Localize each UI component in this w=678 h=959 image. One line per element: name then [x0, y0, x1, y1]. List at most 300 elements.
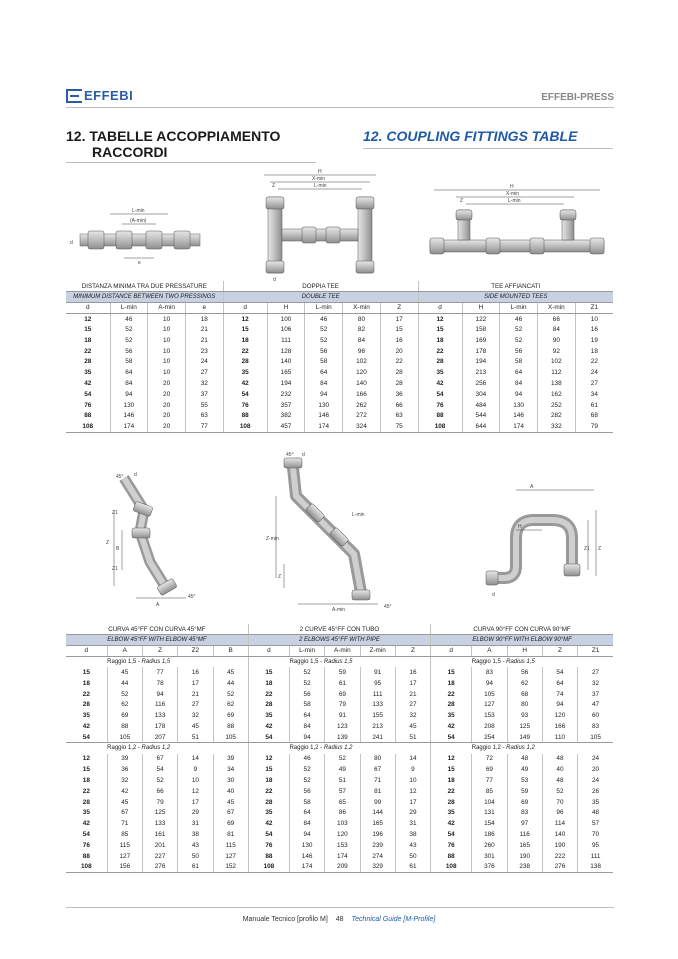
table-cell: 94 [289, 829, 324, 840]
table-cell: 130 [289, 840, 324, 851]
table-cell: 10 [148, 346, 186, 357]
table-cell: 165 [360, 818, 395, 829]
title-underline [66, 162, 316, 163]
table-cell: 81 [360, 786, 395, 797]
section-subtitle: 2 ELBOWS 45°FF WITH PIPE [248, 635, 430, 646]
table-cell: 24 [185, 357, 223, 368]
page-number: 48 [335, 916, 344, 923]
table-cell: 56 [500, 346, 538, 357]
table-row [66, 378, 613, 389]
table-cell: 42 [82, 723, 90, 731]
table-cell: 84 [289, 721, 324, 732]
table-cell: 22 [248, 689, 289, 700]
table-cell: 28 [82, 798, 90, 806]
table-cell: 254 [472, 732, 507, 743]
table-cell: 84 [305, 378, 343, 389]
table-row [66, 851, 613, 862]
table-cell: 62 [507, 678, 542, 689]
table-row [66, 797, 613, 808]
table-cell: 133 [142, 710, 177, 721]
table-cell: 232 [267, 389, 305, 400]
table-cell: 207 [142, 732, 177, 743]
label-deg45: 45° [384, 604, 392, 610]
section-title: 2 CURVE 45°FF CON TUBO [248, 624, 430, 635]
footer-divider [66, 907, 614, 908]
table-cell: 27 [185, 367, 223, 378]
table-cell: 10 [575, 313, 613, 324]
table-cell: 52 [325, 754, 360, 765]
table-cell: 125 [142, 808, 177, 819]
radius-label [248, 743, 289, 754]
table-cell: 56 [507, 667, 542, 678]
table-cell: 304 [462, 389, 500, 400]
label-deg45: 45° [188, 594, 196, 600]
table-cell: 22 [431, 689, 472, 700]
table-cell: 140 [343, 378, 381, 389]
table-cell: 208 [472, 721, 507, 732]
table-cell: 17 [178, 678, 213, 689]
radius-label-it: Raggio 1,5 - [471, 659, 507, 666]
table-cell: 22 [248, 786, 289, 797]
table-cell: 34 [575, 389, 613, 400]
table-cell: 96 [542, 808, 577, 819]
table-cell: 54 [82, 831, 90, 839]
table-cell: 120 [343, 367, 381, 378]
table-cell: 21 [185, 335, 223, 346]
table-cell: 162 [537, 389, 575, 400]
label-z1: Z1 [112, 566, 118, 572]
table-cell: 96 [343, 346, 381, 357]
table-cell: 32 [578, 678, 613, 689]
table-cell: 47 [578, 700, 613, 711]
logo-text: EFFEBI [84, 88, 134, 103]
table-cell: 43 [178, 840, 213, 851]
table-cell: 51 [325, 775, 360, 786]
table-cell: 17 [178, 797, 213, 808]
table-cell: 62 [213, 700, 248, 711]
radius-label [248, 656, 289, 667]
table-cell: 174 [110, 421, 148, 432]
table-cell: 20 [148, 411, 186, 422]
table-cell: 45 [178, 721, 213, 732]
section-subtitle: DOUBLE TEE [223, 292, 418, 303]
table-cell: 213 [462, 367, 500, 378]
table-cell: 100 [267, 313, 305, 324]
label-b: B [116, 546, 120, 552]
table-cell: 227 [142, 851, 177, 862]
table-cell: 56 [289, 786, 324, 797]
table-cell: 42 [431, 721, 472, 732]
title-it-line1: 12. TABELLE ACCOPPIAMENTO [66, 128, 281, 144]
table-cell: 76 [84, 401, 92, 409]
label-z1: Z1 [584, 546, 590, 552]
table-cell: 36 [107, 764, 142, 775]
table-cell: 28 [248, 700, 289, 711]
table-cell: 15 [84, 326, 92, 334]
table-cell: 209 [325, 862, 360, 873]
table-cell: 61 [395, 862, 430, 873]
table-cell: 64 [110, 367, 148, 378]
table-cell: 15 [248, 764, 289, 775]
column-header: H [267, 303, 305, 314]
table-cell: 32 [178, 710, 213, 721]
table-row [66, 840, 613, 851]
table-cell: 51 [395, 732, 430, 743]
table-cell: 45 [107, 667, 142, 678]
table-cell: 49 [507, 764, 542, 775]
table-cell: 74 [542, 689, 577, 700]
table-cell: 37 [578, 689, 613, 700]
table-cell: 77 [185, 421, 223, 432]
table-cell: 50 [178, 851, 213, 862]
table-cell: 174 [289, 862, 324, 873]
table-cell: 27 [575, 378, 613, 389]
table-cell: 28 [84, 358, 92, 366]
table-cell: 276 [542, 862, 577, 873]
table-cell: 133 [142, 818, 177, 829]
table-cell: 35 [84, 369, 92, 377]
table-cell: 35 [248, 808, 289, 819]
table-cell: 56 [305, 346, 343, 357]
table-cell: 42 [82, 820, 90, 828]
section-subtitle: ELBOW 45°FF WITH ELBOW 45°MF [66, 635, 248, 646]
table-cell: 125 [507, 721, 542, 732]
table-cell: 146 [305, 411, 343, 422]
table-cell: 51 [178, 732, 213, 743]
table-cell: 18 [84, 336, 92, 344]
table-cell: 45 [107, 797, 142, 808]
table-cell: 42 [84, 380, 92, 388]
table-cell: 166 [542, 721, 577, 732]
label-d: d [134, 472, 137, 478]
table-row [66, 324, 613, 335]
section-title: DOPPIA TEE [223, 281, 418, 292]
radius-label [66, 656, 107, 667]
table-cell: 45 [395, 721, 430, 732]
table-cell: 28 [223, 357, 267, 368]
column-header-row [66, 303, 613, 314]
table-cell: 21 [185, 324, 223, 335]
table-cell: 52 [142, 775, 177, 786]
table-cell: 23 [185, 346, 223, 357]
table-cell: 49 [325, 764, 360, 775]
table-cell: 18 [82, 777, 90, 785]
table-cell: 91 [360, 667, 395, 678]
footer-manual-it: Manuale Tecnico [profilo M] [242, 916, 328, 923]
table-cell: 36 [380, 389, 418, 400]
table-cell: 69 [507, 797, 542, 808]
label-xmin: X-min [312, 176, 326, 182]
table-cell: 22 [380, 357, 418, 368]
table-cell: 15 [248, 667, 289, 678]
column-header: A [107, 646, 142, 657]
table-cell: 194 [267, 378, 305, 389]
column-header-row [66, 646, 613, 657]
radius-label-it: Raggio 1,2 - [107, 745, 142, 752]
table-cell: 93 [507, 710, 542, 721]
table-cell: 133 [360, 700, 395, 711]
label-a: A [530, 484, 534, 490]
table-cell: 48 [507, 754, 542, 765]
table-cell: 28 [82, 701, 90, 709]
table-cell: 169 [462, 335, 500, 346]
radius-label [431, 743, 472, 754]
table-cell: 22 [418, 346, 462, 357]
table-cell: 16 [380, 335, 418, 346]
table-cell: 71 [107, 818, 142, 829]
table-cell: 178 [142, 721, 177, 732]
table-cell: 52 [289, 775, 324, 786]
table-cell: 161 [142, 829, 177, 840]
table-cell: 46 [110, 313, 148, 324]
table-cell: 64 [500, 367, 538, 378]
section-subtitle: SIDE MOUNTED TEES [418, 292, 613, 303]
table-cell: 66 [142, 786, 177, 797]
table-cell: 32 [185, 378, 223, 389]
table-cell: 105 [578, 732, 613, 743]
table-cell: 88 [82, 852, 90, 860]
table-cell: 12 [431, 754, 472, 765]
table-cell: 67 [360, 764, 395, 775]
table-cell: 139 [325, 732, 360, 743]
table-cell: 39 [213, 754, 248, 765]
table-cell: 22 [223, 346, 267, 357]
table-cell: 644 [462, 421, 500, 432]
table-cell: 154 [472, 818, 507, 829]
table-cell: 108 [66, 862, 107, 873]
table-cell: 54 [248, 732, 289, 743]
table-row [66, 818, 613, 829]
table-cell: 276 [142, 862, 177, 873]
table-row [66, 421, 613, 432]
table-cell: 127 [213, 851, 248, 862]
table-cell: 35 [248, 710, 289, 721]
table-cell: 146 [500, 411, 538, 422]
table-cell: 69 [213, 818, 248, 829]
table-cell: 22 [431, 786, 472, 797]
table-cell: 58 [110, 357, 148, 368]
table-cell: 61 [575, 400, 613, 411]
table-cell: 52 [500, 335, 538, 346]
table-cell: 75 [380, 421, 418, 432]
column-header: A-min [148, 303, 186, 314]
table-cell: 76 [431, 840, 472, 851]
table-cell: 77 [142, 667, 177, 678]
table-cell: 54 [223, 389, 267, 400]
table-cell: 70 [578, 829, 613, 840]
table-cell: 26 [578, 786, 613, 797]
table-cell: 54 [248, 829, 289, 840]
table-cell: 68 [575, 411, 613, 422]
table-cell: 35 [223, 367, 267, 378]
table-cell: 81 [213, 829, 248, 840]
table-cell: 153 [472, 710, 507, 721]
table-cell: 106 [267, 324, 305, 335]
table-cell: 77 [472, 775, 507, 786]
table-cell: 54 [418, 389, 462, 400]
table-cell: 152 [213, 862, 248, 873]
table-row [66, 313, 613, 324]
table-cell: 31 [395, 818, 430, 829]
table-cell: 48 [578, 808, 613, 819]
table-cell: 30 [213, 775, 248, 786]
label-amin: A-min [332, 607, 346, 613]
table-cell: 102 [343, 357, 381, 368]
table-cell: 29 [178, 808, 213, 819]
table-cell: 239 [360, 840, 395, 851]
table-cell: 84 [289, 818, 324, 829]
column-header: L-min [289, 646, 324, 657]
column-header: Z [142, 646, 177, 657]
radius-label [107, 656, 248, 667]
radius-label [472, 743, 613, 754]
table-cell: 67 [107, 808, 142, 819]
table-cell: 54 [431, 732, 472, 743]
table-cell: 94 [142, 689, 177, 700]
column-header: L-min [305, 303, 343, 314]
table-cell: 108 [431, 862, 472, 873]
table-cell: 83 [578, 721, 613, 732]
table-cell: 27 [178, 700, 213, 711]
table-cell: 329 [360, 862, 395, 873]
table-cell: 61 [325, 678, 360, 689]
table-cell: 18 [431, 678, 472, 689]
table-cell: 19 [575, 335, 613, 346]
table-cell: 53 [507, 775, 542, 786]
elbow45-elbow45-diagram [96, 470, 206, 610]
table-cell: 140 [542, 829, 577, 840]
table-cell: 32 [107, 775, 142, 786]
table-cell: 174 [325, 851, 360, 862]
table-cell: 103 [325, 818, 360, 829]
table-cell: 44 [213, 678, 248, 689]
table-cell: 69 [107, 710, 142, 721]
table-cell: 131 [472, 808, 507, 819]
table-cell: 45 [213, 667, 248, 678]
table-cell: 69 [213, 710, 248, 721]
table-cell: 28 [380, 367, 418, 378]
table-cell: 88 [223, 411, 267, 422]
table-cell: 57 [578, 818, 613, 829]
column-header: L-min [110, 303, 148, 314]
table-cell: 80 [360, 754, 395, 765]
table-cell: 12 [223, 313, 267, 324]
column-header: Z1 [578, 646, 613, 657]
table-cell: 28 [248, 797, 289, 808]
table-cell: 127 [107, 851, 142, 862]
table-cell: 332 [537, 421, 575, 432]
table-cell: 84 [343, 335, 381, 346]
table-cell: 83 [472, 667, 507, 678]
table-cell: 130 [500, 400, 538, 411]
table-cell: 10 [148, 335, 186, 346]
table-row [66, 335, 613, 346]
table-cell: 56 [289, 689, 324, 700]
table-cell: 64 [542, 678, 577, 689]
table-cell: 58 [289, 700, 324, 711]
table-cell: 92 [537, 346, 575, 357]
table-cell: 21 [395, 689, 430, 700]
table-cell: 201 [142, 840, 177, 851]
table-cell: 544 [462, 411, 500, 422]
label-zmin: Z-min [266, 536, 279, 542]
table-cell: 20 [578, 764, 613, 775]
table-cell: 144 [360, 808, 395, 819]
column-header: H [462, 303, 500, 314]
table-cell: 46 [289, 754, 324, 765]
table-cell: 76 [223, 400, 267, 411]
radius-label-en: Radius 1,5 [141, 659, 171, 666]
label-a: A [156, 602, 160, 608]
table-cell: 174 [500, 421, 538, 432]
label-lmin: L-min [352, 512, 365, 518]
effebi-logo [66, 88, 133, 103]
table-cell: 97 [507, 818, 542, 829]
column-header: B [213, 646, 248, 657]
radius-label-it: Raggio 1,5 - [289, 659, 324, 666]
radius-label-it: Raggio 1,2 - [289, 745, 324, 752]
table-cell: 20 [148, 421, 186, 432]
label-xmin: X-min [506, 191, 520, 197]
label-z: Z [272, 183, 276, 189]
column-header: d [248, 646, 289, 657]
table-cell: 52 [110, 335, 148, 346]
table-cell: 42 [431, 818, 472, 829]
table-cell: 85 [472, 786, 507, 797]
table-cell: 22 [82, 787, 90, 795]
table-cell: 213 [360, 721, 395, 732]
table-cell: 18 [418, 335, 462, 346]
table-cell: 10 [148, 313, 186, 324]
table-row [66, 400, 613, 411]
table-row [66, 721, 613, 732]
table-cell: 165 [507, 840, 542, 851]
table-cell: 76 [418, 400, 462, 411]
label-z: Z [278, 574, 282, 580]
table-cell: 196 [360, 829, 395, 840]
table-cell: 130 [110, 400, 148, 411]
table-cell: 166 [343, 389, 381, 400]
effebi-logo-icon [66, 89, 82, 103]
column-header: X-min [537, 303, 575, 314]
table-cell: 64 [305, 367, 343, 378]
table-cell: 153 [325, 840, 360, 851]
table-cell: 16 [575, 324, 613, 335]
table-cell: 28 [431, 700, 472, 711]
table-cell: 252 [537, 400, 575, 411]
table-cell: 69 [472, 764, 507, 775]
table-cell: 46 [305, 313, 343, 324]
table-cell: 52 [289, 764, 324, 775]
coupling-table-2 [66, 624, 613, 873]
table-cell: 52 [107, 689, 142, 700]
table-cell: 120 [542, 710, 577, 721]
double-tee-diagram [240, 165, 390, 283]
table-cell: 16 [395, 667, 430, 678]
table-cell: 15 [82, 669, 90, 677]
table-cell: 28 [380, 378, 418, 389]
table-cell: 18 [248, 678, 289, 689]
table-cell: 17 [395, 797, 430, 808]
label-h: H [518, 524, 522, 530]
table-cell: 15 [418, 324, 462, 335]
table-cell: 35 [578, 797, 613, 808]
table-cell: 62 [107, 700, 142, 711]
table-cell: 20 [148, 400, 186, 411]
table-cell: 115 [107, 840, 142, 851]
table-cell: 56 [110, 346, 148, 357]
table-row [66, 754, 613, 765]
